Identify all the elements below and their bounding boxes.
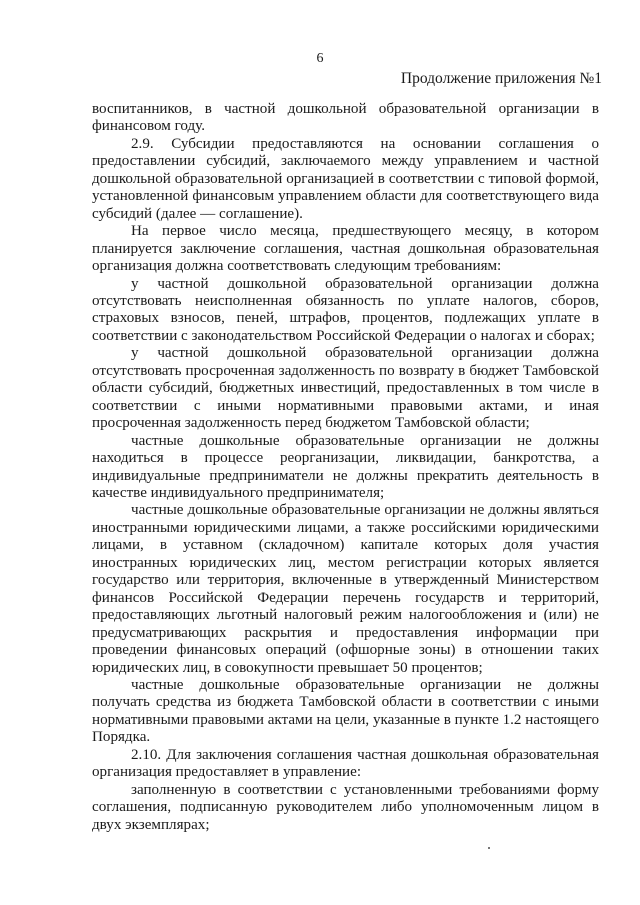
paragraph-requirements-intro: На первое число месяца, предшествующего месяцу, в котором планируется заключение соглашения, частная дошкольная образовательная организация должна соответствовать следующим требованиям: <box>92 223 599 275</box>
paragraph-2-10: 2.10. Для заключения соглашения частная дошкольная образовательная организация предоставляет в управление: <box>92 746 599 781</box>
page-number: 6 <box>316 51 324 66</box>
paragraph-continuation: воспитанников, в частной дошкольной образовательной организации в финансовом году. <box>92 101 599 135</box>
scan-dot <box>488 847 490 849</box>
paragraph-requirement-reorganization: частные дошкольные образовательные организации не должны находиться в процессе реорганизации, ликвидации, банкротства, а индивидуальные предприниматели не должны прекратить деятельность в качестве индивидуального предпринимателя; <box>92 432 599 501</box>
document-body <box>92 101 599 834</box>
appendix-title: Продолжение приложения №1 <box>400 70 602 87</box>
paragraph-requirement-debt: у частной дошкольной образовательной организации должна отсутствовать просроченная задолженность по возврату в бюджет Тамбовской области субсидий, бюджетных инвестиций, предоставленных в том числе в соответствии с иными нормативными правовыми актами, и иная просроченная задолженность перед бюджетом Тамбовской области; <box>92 345 599 432</box>
paragraph-2-9: 2.9. Субсидии предоставляются на основании соглашения о предоставлении субсидий, заключаемого между управлением и частной дошкольной образовательной организацией в соответствии с типовой формой, установленной финансовым управлением области для соответствующего вида субсидий (далее — соглашение). <box>92 135 599 222</box>
paragraph-requirement-taxes: у частной дошкольной образовательной организации должна отсутствовать неисполненная обязанность по уплате налогов, сборов, страховых взносов, пеней, штрафов, процентов, подлежащих уплате в соответствии с законодательством Российской Федерации о налогах и сборах; <box>92 275 599 344</box>
paragraph-requirement-other-funds: частные дошкольные образовательные организации не должны получать средства из бюджета Тамбовской области в соответствии с иными нормативными правовыми актами на цели, указанные в пункте 1.2 настоящего Порядка. <box>92 676 599 746</box>
paragraph-requirement-foreign: частные дошкольные образовательные организации не должны являться иностранными юридическими лицами, а также российскими юридическими лицами, в уставном (складочном) капитале которых доля участия иностранных юридических лиц, местом регистрации которых является государство или территория, включенные в утвержденный Министерством финансов Российской Федерации перечень государств и территорий, предоставляющих льготный налоговый режим налогообложения и (или) не предусматривающих раскрытия и предоставления информации при проведении финансовых операций (офшорные зоны) в отношении таких юридических лиц, в совокупности превышает 50 процентов; <box>92 502 599 676</box>
paragraph-agreement-form: заполненную в соответствии с установленными требованиями форму соглашения, подписанную руководителем либо уполномоченным лицом в двух экземплярах; <box>92 781 599 833</box>
